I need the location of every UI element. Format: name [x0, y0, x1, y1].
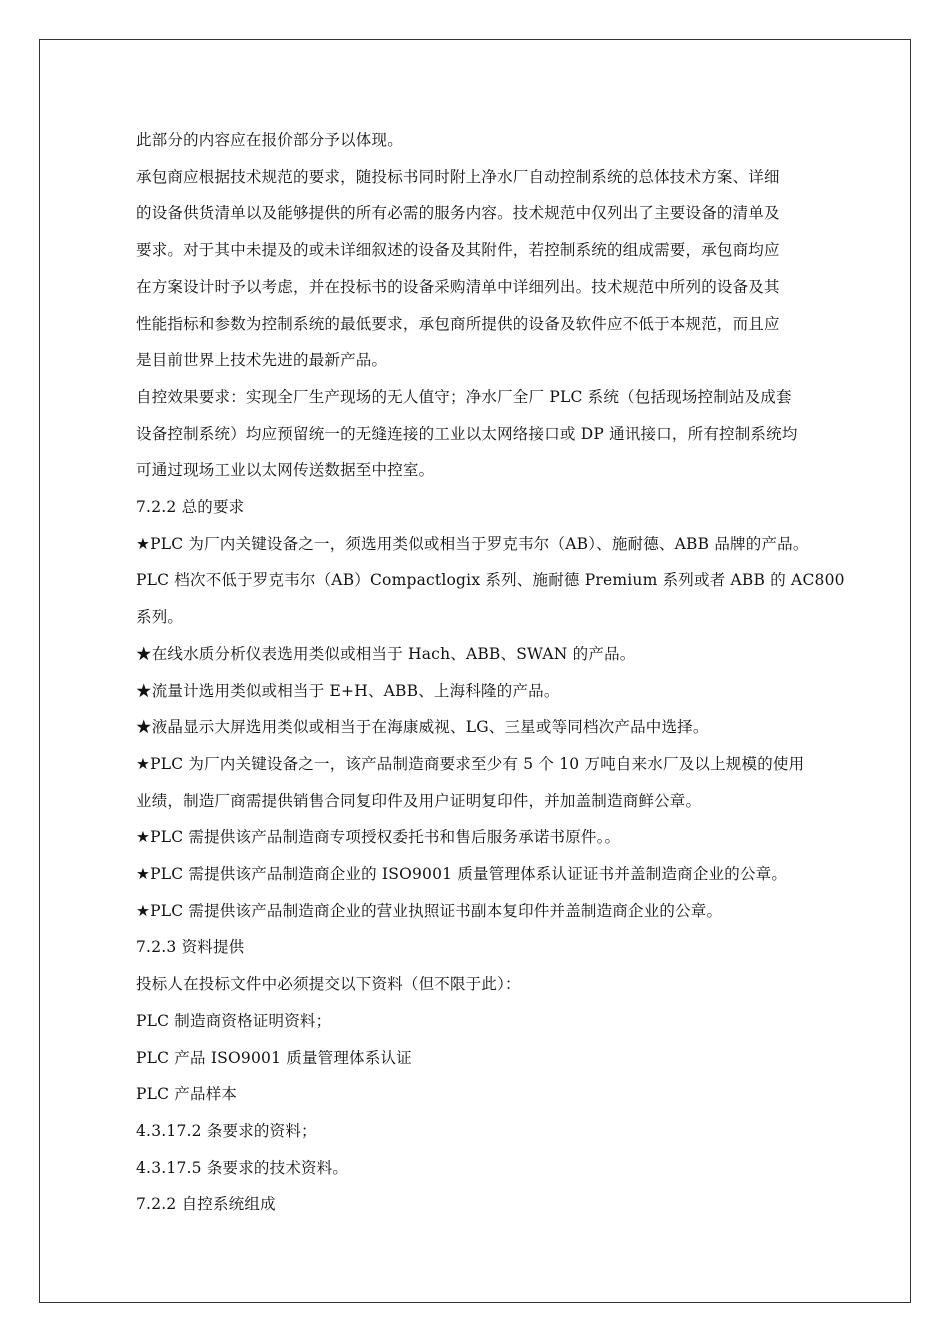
paragraph	[136, 1113, 852, 1150]
text-line: 7.2.3 资料提供	[136, 938, 245, 957]
text-line: 是目前世界上技术先进的最新产品。	[136, 351, 388, 370]
paragraph	[136, 636, 852, 673]
paragraph	[136, 1003, 852, 1040]
text-line: ★在线水质分析仪表选用类似或相当于 Hach、ABB、SWAN 的产品。	[136, 644, 636, 663]
paragraph	[136, 856, 852, 893]
paragraph	[136, 929, 852, 966]
text-line: 投标人在投标文件中必须提交以下资料（但不限于此）：	[136, 975, 521, 994]
text-line: ★PLC 为厂内关键设备之一，该产品制造商要求至少有 5 个 10 万吨自来水厂及以上规模的使用	[136, 754, 805, 773]
text-line: ★PLC 需提供该产品制造商企业的 ISO9001 质量管理体系认证证书并盖制造商企业的公章。	[136, 865, 788, 884]
paragraph	[136, 122, 852, 159]
paragraph	[136, 819, 852, 856]
paragraph	[136, 709, 852, 746]
text-line: 此部分的内容应在报价部分予以体现。	[136, 131, 403, 149]
text-line: ★PLC 需提供该产品制造商企业的营业执照证书副本复印件并盖制造商企业的公章。	[136, 901, 723, 920]
text-line: PLC 制造商资格证明资料；	[136, 1011, 332, 1030]
text-line: 自控效果要求：实现全厂生产现场的无人值守；净水厂全厂 PLC 系统（包括现场控制站及成套	[136, 387, 792, 406]
paragraph	[136, 1040, 852, 1077]
paragraph	[136, 1150, 852, 1187]
text-line: 承包商应根据技术规范的要求，随投标书同时附上净水厂自动控制系统的总体技术方案、详细	[136, 167, 780, 186]
text-line: ★液晶显示大屏选用类似或相当于在海康威视、LG、三星或等同档次产品中选择。	[136, 718, 709, 737]
paragraph	[136, 379, 852, 489]
text-line: PLC 产品 ISO9001 质量管理体系认证	[136, 1048, 412, 1067]
text-line: 要求。对于其中未提及的或未详细叙述的设备及其附件，若控制系统的组成需要，承包商均应	[136, 241, 780, 260]
text-line: 4.3.17.2 条要求的资料；	[136, 1121, 317, 1140]
text-line: 7.2.2 自控系统组成	[136, 1195, 276, 1214]
text-line: PLC 产品样本	[136, 1085, 238, 1104]
text-line: 7.2.2 总的要求	[136, 498, 245, 517]
text-line: 设备控制系统）均应预留统一的无缝连接的工业以太网络接口或 DP 通讯接口，所有控制系统均	[136, 424, 798, 443]
text-line: 系列。	[136, 608, 184, 627]
paragraph	[136, 1076, 852, 1113]
text-line: ★PLC 为厂内关键设备之一，须选用类似或相当于罗克韦尔（AB）、施耐德、ABB 品牌的产品。	[136, 534, 809, 553]
paragraph	[136, 489, 852, 526]
text-line: 性能指标和参数为控制系统的最低要求，承包商所提供的设备及软件应不低于本规范，而且应	[136, 314, 780, 333]
text-line: ★流量计选用类似或相当于 E+H、ABB、上海科隆的产品。	[136, 681, 560, 700]
text-line: 可通过现场工业以太网传送数据至中控室。	[136, 461, 435, 480]
text-line: 的设备供货清单以及能够提供的所有必需的服务内容。技术规范中仅列出了主要设备的清单及	[136, 204, 780, 223]
text-line: 4.3.17.5 条要求的技术资料。	[136, 1158, 349, 1177]
paragraph	[136, 526, 852, 563]
paragraph	[136, 673, 852, 710]
paragraph	[136, 746, 852, 819]
document-body	[136, 122, 852, 1223]
paragraph	[136, 1186, 852, 1223]
text-line: ★PLC 需提供该产品制造商专项授权委托书和售后服务承诺书原件。。	[136, 828, 621, 847]
paragraph	[136, 966, 852, 1003]
text-line: PLC 档次不低于罗克韦尔（AB）Compactlogix 系列、施耐德 Premium 系列或者 ABB 的 AC800	[136, 571, 845, 590]
paragraph	[136, 893, 852, 930]
paragraph	[136, 159, 852, 379]
paragraph	[136, 562, 852, 635]
text-line: 在方案设计时予以考虑，并在投标书的设备采购清单中详细列出。技术规范中所列的设备及其	[136, 277, 780, 296]
text-line: 业绩，制造厂商需提供销售合同复印件及用户证明复印件，并加盖制造商鲜公章。	[136, 791, 702, 810]
